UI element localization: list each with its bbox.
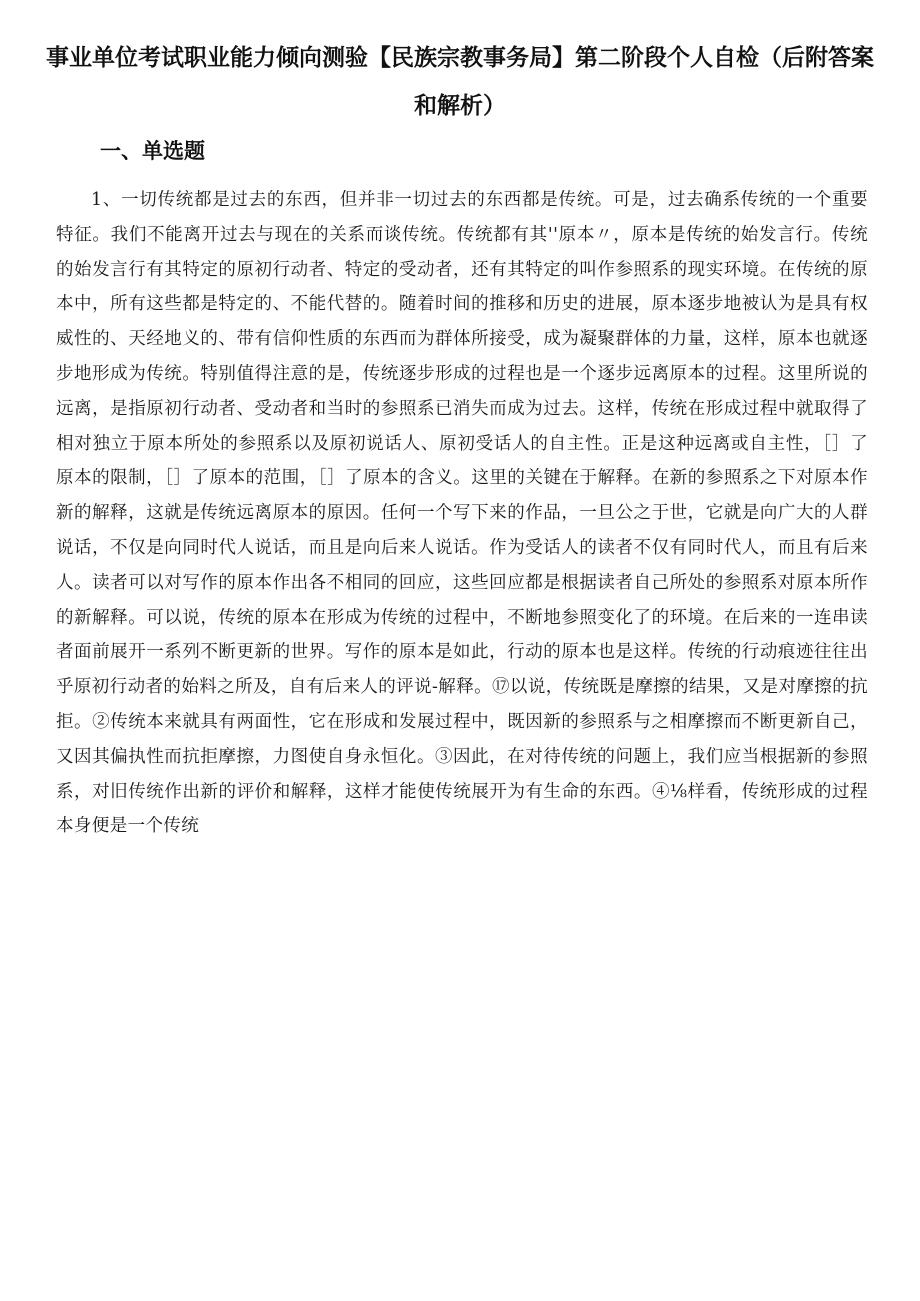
section-heading-single-choice: 一、单选题 — [100, 139, 205, 163]
question-1-passage: 1、一切传统都是过去的东西，但并非一切过去的东西都是传统。可是，过去确系传统的一个重要特征。我们不能离开过去与现在的关系而谈传统。传统都有其''原本〃，原本是传统的始发言行。传统的始发言行有其特定的原初行动者、特定的受动者，还有其特定的叫作参照系的现实环境。在传统的原本中，所有这些都是特定的、不能代替的。随着时间的推移和历史的进展，原本逐步地被认为是具有权威性的、天经地义的、带有信仰性质的东西而为群体所接受，成为凝聚群体的力量，这样，原本也就逐步地形成为传统。特别值得注意的是，传统逐步形成的过程也是一个逐步远离原本的过程。这里所说的远离，是指原初行动者、受动者和当时的参照系已消失而成为过去。这样，传统在形成过程中就取得了相对独立于原本所处的参照系以及原初说话人、原初受话人的自主性。正是这种远离或自主性，［］了原本的限制，［］了原本的范围，［］了原本的含义。这里的关键在于解释。在新的参照系之下对原本作新的解释，这就是传统远离原本的原因。任何一个写下来的作品，一旦公之于世，它就是向广大的人群说话，不仅是向同时代人说话，而且是向后来人说话。作为受话人的读者不仅有同时代人，而且有后来人。读者可以对写作的原本作出各不相同的回应，这些回应都是根据读者自己所处的参照系对原本所作的新解释。可以说，传统的原本在形成为传统的过程中，不断地参照变化了的环境。在后来的一连串读者面前展开一系列不断更新的世界。写作的原本是如此，行动的原本也是这样。传统的行动痕迹往往出乎原初行动者的始料之所及，自有后来人的评说-解释。⑰以说，传统既是摩擦的结果，又是对摩擦的抗拒。②传统本来就具有两面性，它在形成和发展过程中，既因新的参照系与之相摩擦而不断更新自己，又因其偏执性而抗拒摩擦，力图使自身永恒化。③因此，在对待传统的问题上，我们应当根据新的参照系，对旧传统作出新的评价和解释，这样才能使传统展开为有生命的东西。④⅛样看，传统形成的过程本身便是一个传统 — [56, 190, 868, 837]
document-title: 事业单位考试职业能力倾向测验【民族宗教事务局】第二阶段个人自检（后附答案和解析） — [46, 45, 874, 119]
